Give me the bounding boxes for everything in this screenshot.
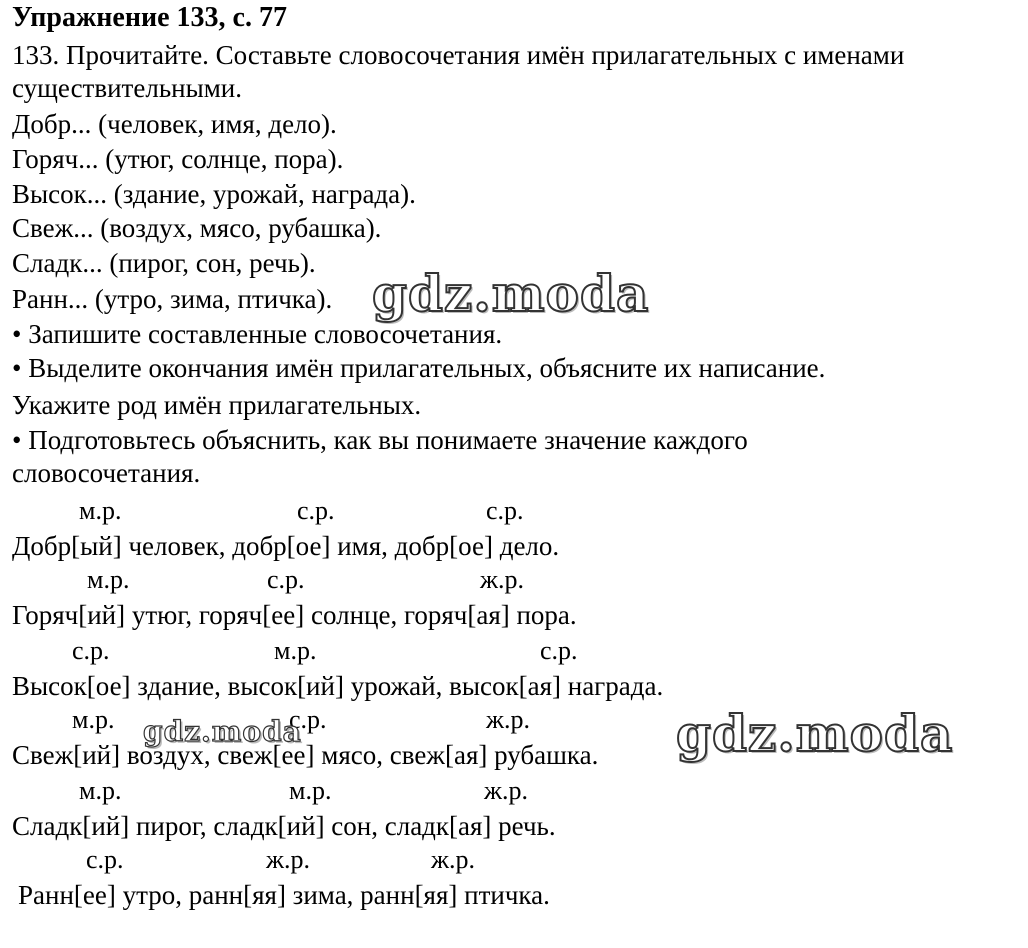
- answer-phrase: Сладк[ий] пирог, сладк[ий] сон, сладк[ая] речь.: [12, 811, 556, 841]
- answer-phrase: Добр[ый] человек, добр[ое] имя, добр[ое] дело.: [12, 531, 560, 561]
- watermark: gdz.moda: [372, 264, 650, 323]
- gender-label: ж.р.: [484, 776, 528, 805]
- gender-label: с.р.: [86, 845, 124, 874]
- task-line: Сладк... (пирог, сон, речь).: [12, 248, 316, 278]
- gender-label: с.р.: [289, 705, 327, 734]
- task-line: Добр... (человек, имя, дело).: [12, 109, 337, 139]
- gender-label: м.р.: [72, 705, 115, 734]
- gender-label: с.р.: [267, 565, 305, 594]
- task-line: Горяч... (утюг, солнце, пора).: [12, 144, 344, 174]
- gender-label: ж.р.: [266, 845, 310, 874]
- gender-label: м.р.: [79, 496, 122, 525]
- gender-label: с.р.: [486, 496, 524, 525]
- gender-label: с.р.: [540, 636, 578, 665]
- task-line: Укажите род имён прилагательных.: [12, 390, 422, 420]
- task-line: • Запишите составленные словосочетания.: [12, 319, 503, 349]
- answer-phrase: Горяч[ий] утюг, горяч[ее] солнце, горяч[ая] пора.: [12, 600, 577, 630]
- task-line: существительными.: [12, 73, 243, 103]
- gender-label: м.р.: [79, 776, 122, 805]
- watermark: gdz.moda: [143, 715, 302, 748]
- answer-phrase: Свеж[ий] воздух, свеж[ее] мясо, свеж[ая] рубашка.: [12, 740, 599, 770]
- task-line: Ранн... (утро, зима, птичка).: [12, 284, 333, 314]
- watermark: gdz.moda: [676, 704, 954, 763]
- task-line: словосочетания.: [12, 458, 201, 488]
- gender-label: ж.р.: [486, 705, 530, 734]
- task-line: • Выделите окончания имён прилагательных, объясните их написание.: [12, 353, 826, 383]
- gender-label: м.р.: [289, 776, 332, 805]
- exercise-title: Упражнение 133, с. 77: [12, 2, 287, 33]
- gender-label: ж.р.: [431, 845, 475, 874]
- gender-label: с.р.: [72, 636, 110, 665]
- answer-phrase: Ранн[ее] утро, ранн[яя] зима, ранн[яя] птичка.: [18, 880, 550, 910]
- gender-label: ж.р.: [480, 565, 524, 594]
- task-line: 133. Прочитайте. Составьте словосочетания имён прилагательных с именами: [12, 40, 905, 70]
- gender-label: м.р.: [274, 636, 317, 665]
- gender-label: м.р.: [87, 565, 130, 594]
- gender-label: с.р.: [297, 496, 335, 525]
- answer-phrase: Высок[ое] здание, высок[ий] урожай, высок[ая] награда.: [12, 671, 664, 701]
- task-line: Высок... (здание, урожай, награда).: [12, 179, 416, 209]
- task-line: Свеж... (воздух, мясо, рубашка).: [12, 213, 382, 243]
- task-line: • Подготовьтесь объяснить, как вы понимаете значение каждого: [12, 425, 748, 455]
